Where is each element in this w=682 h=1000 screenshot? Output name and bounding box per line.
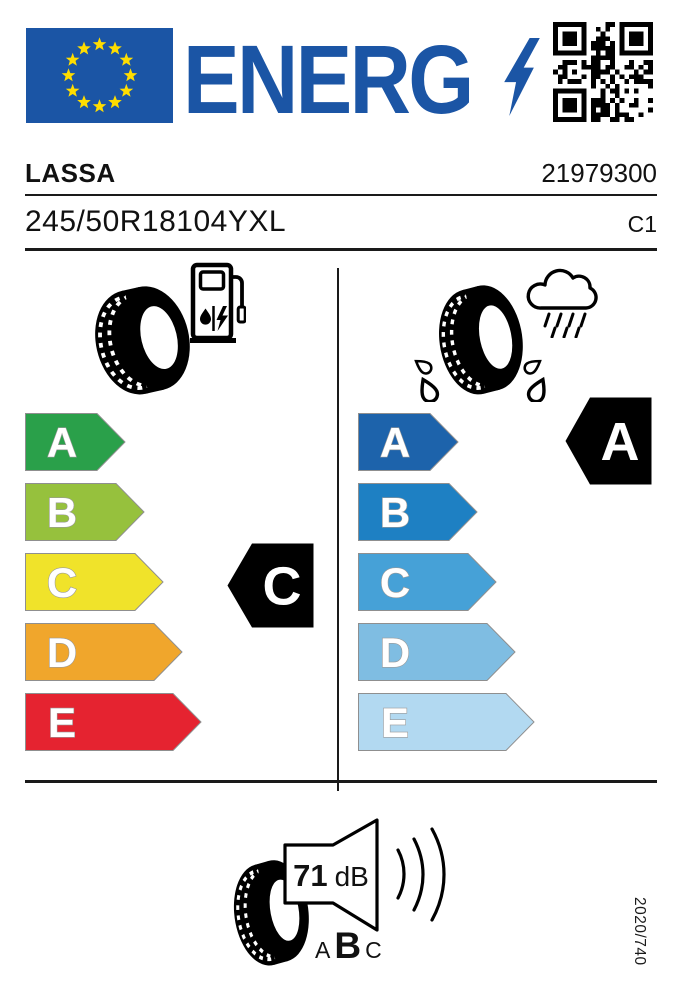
fuel-grade-a-arrow <box>25 413 126 471</box>
fuel-selected-grade <box>227 543 314 633</box>
wet-grade-e-arrow <box>358 693 535 751</box>
fuel-grade-e-arrow <box>25 693 202 751</box>
wet-grade-a-arrow <box>358 413 459 471</box>
svg-text:A: A <box>600 412 640 472</box>
noise-db-value: 71 <box>293 858 328 893</box>
wet-selected-grade <box>565 397 652 490</box>
svg-text:E: E <box>380 699 410 746</box>
article-number: 21979300 <box>541 158 657 188</box>
wet-grip-scale <box>358 413 568 773</box>
center-divider <box>337 268 339 791</box>
fuel-efficiency-scale <box>25 413 235 773</box>
svg-text:A: A <box>46 419 78 466</box>
wet-grade-c-arrow <box>358 553 497 611</box>
water-splash-icon <box>412 348 552 402</box>
lightning-bolt-icon <box>502 38 542 116</box>
svg-text:C: C <box>262 556 302 617</box>
rain-cloud-icon <box>520 262 604 338</box>
svg-text:C: C <box>379 559 411 606</box>
wet-grade-b-arrow <box>358 483 478 541</box>
noise-class-b-selected: B <box>334 925 362 966</box>
noise-db-unit: dB <box>334 861 369 892</box>
fuel-pump-icon <box>190 262 246 344</box>
noise-class-scale <box>315 925 382 967</box>
fuel-grade-d-arrow <box>25 623 183 681</box>
sound-waves-icon <box>392 826 450 922</box>
wet-grade-d-arrow <box>358 623 516 681</box>
svg-text:A: A <box>379 419 411 466</box>
divider-line-bottom <box>25 780 657 783</box>
svg-text:D: D <box>46 629 78 676</box>
noise-level <box>288 858 374 894</box>
noise-class-c: C <box>365 937 382 963</box>
regulation-number: 2020/740 <box>631 897 648 966</box>
tire-icon <box>94 284 190 397</box>
noise-class-a: A <box>315 937 331 963</box>
tire-size: 245/50R18104YXL <box>25 205 287 238</box>
svg-text:B: B <box>379 489 411 536</box>
svg-text:D: D <box>379 629 411 676</box>
energy-title: ENERG <box>183 25 472 134</box>
tire-class: C1 <box>627 211 657 237</box>
svg-text:B: B <box>46 489 78 536</box>
qr-code <box>553 22 653 122</box>
fuel-grade-c-arrow <box>25 553 164 611</box>
eu-flag <box>26 28 173 123</box>
fuel-grade-b-arrow <box>25 483 145 541</box>
divider-line-middle <box>25 248 657 251</box>
divider-line-top <box>25 194 657 196</box>
svg-text:C: C <box>46 559 78 606</box>
brand-name: LASSA <box>25 158 116 188</box>
svg-text:E: E <box>47 699 77 746</box>
